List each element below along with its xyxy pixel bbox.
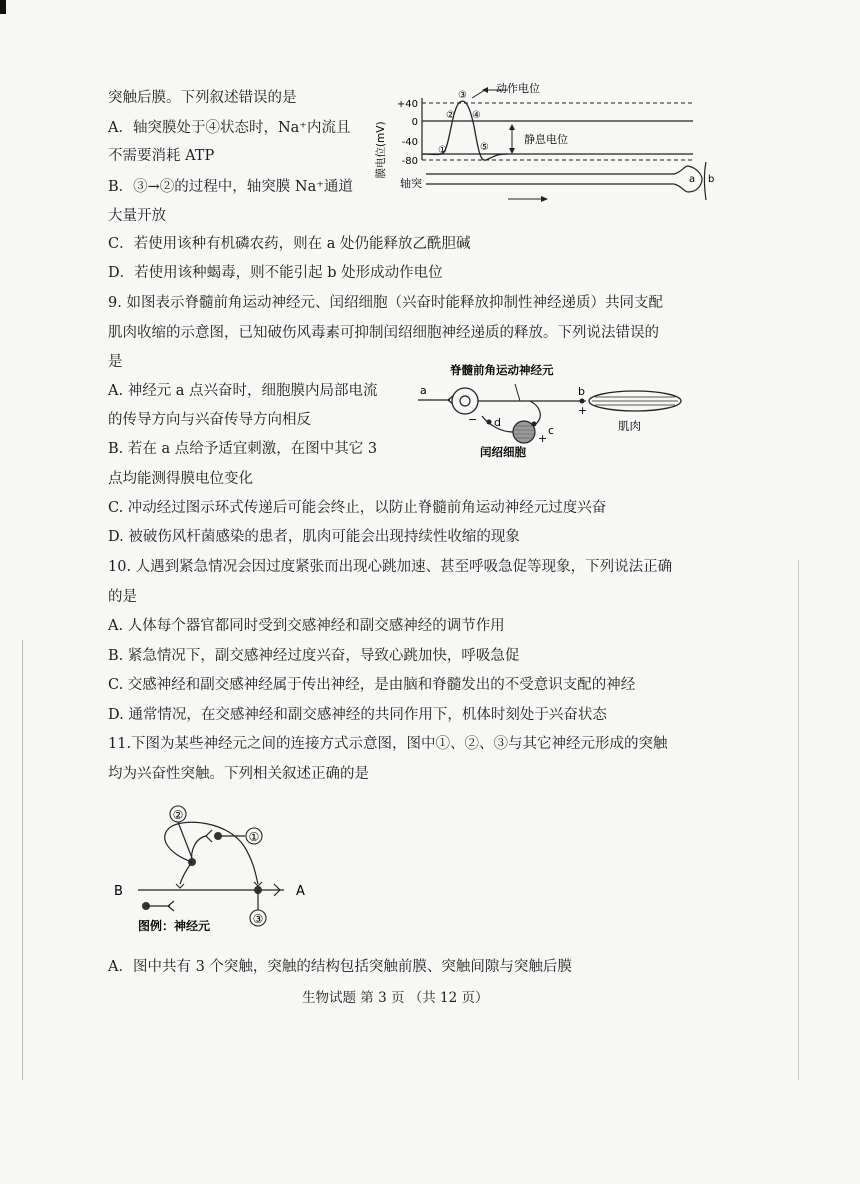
q8-y-axis-label: 膜电位(mV) — [375, 121, 387, 179]
q8-end-a: a — [689, 174, 696, 185]
q9-collateral — [530, 401, 540, 424]
q8-point-2: ② — [446, 110, 455, 121]
q8-axon-label: 轴突 — [400, 177, 422, 190]
q8-end-b: b — [708, 174, 715, 185]
q9-neuron-label: 脊髓前角运动神经元 — [450, 363, 554, 377]
q11-synapse-1 — [206, 830, 212, 842]
q10-stem-line1: 10. 人遇到紧急情况会因过度紧张而出现心跳加速、甚至呼吸急促等现象，下列说法正确 — [108, 559, 673, 575]
q9-muscle-striations — [592, 397, 678, 405]
q11-neuron1-to-2 — [192, 836, 206, 862]
q8-point-3: ③ — [458, 90, 467, 101]
q11-label-B: B — [114, 884, 123, 899]
q8-ap-arrowhead — [482, 87, 488, 93]
margin-line — [798, 560, 799, 1080]
q8-rest-arrow-up — [509, 124, 515, 130]
q8-tick-0: 0 — [411, 117, 418, 128]
q8-tick-plus40: +40 — [396, 99, 418, 110]
q11-label-1: ① — [248, 830, 260, 844]
q9-point-b: b — [578, 385, 585, 398]
q8-postsynaptic-membrane — [705, 162, 707, 200]
q9-motor-neuron-body — [452, 388, 478, 414]
q11-neuron2-pointer — [178, 822, 192, 858]
q8-option-d: D．若使用该种蝎毒，则不能引起 b 处形成动作电位 — [108, 265, 443, 281]
q11-option-a: A．图中共有 3 个突触，突触的结构包括突触前膜、突触间隙与突触后膜 — [108, 959, 572, 975]
q8-option-a-line1: A．轴突膜处于④状态时，Na⁺内流且 — [108, 120, 351, 136]
q8-option-c: C．若使用该种有机磷农药，则在 a 处仍能释放乙酰胆碱 — [108, 236, 471, 252]
binding-line — [22, 640, 23, 1080]
q8-option-b-line2: 大量开放 — [108, 208, 166, 224]
q11-stem-line1: 11.下图为某些神经元之间的连接方式示意图，图中①、②、③与其它神经元形成的突触 — [108, 736, 668, 752]
q11-legend-synapse — [168, 901, 174, 911]
q11-synapse-2 — [176, 884, 184, 888]
q11-label-A: A — [296, 884, 305, 899]
q9-neuron-figure — [410, 360, 710, 464]
q8-action-potential-figure — [368, 78, 718, 210]
q9-minus-d: − — [468, 413, 478, 426]
q8-option-b-line1: B．③→②的过程中，轴突膜 Na⁺通道 — [108, 179, 353, 195]
q11-legend-label: 图例：神经元 — [138, 919, 211, 933]
q9-stem-line3: 是 — [108, 354, 123, 370]
q9-stem-line1: 9. 如图表示脊髓前角运动神经元、闰绍细胞（兴奋时能释放抑制性神经递质）共同支配 — [108, 295, 663, 311]
q9-point-d-dot — [487, 420, 492, 425]
q8-tick-minus40: -40 — [401, 137, 418, 148]
q8-point-1: ① — [438, 145, 447, 156]
scan-edge-mark — [0, 0, 6, 14]
q9-label-pointer — [515, 384, 520, 401]
q9-muscle-label: 肌肉 — [618, 419, 641, 433]
q11-neuron1-body — [214, 832, 222, 840]
q8-stem-tail: 突触后膜。下列叙述错误的是 — [108, 90, 297, 106]
q9-point-c: c — [548, 424, 555, 437]
q11-neuron2-to-main — [180, 862, 192, 884]
q9-point-c-dot — [532, 422, 537, 427]
q9-option-a-line1: A. 神经元 a 点兴奋时，细胞膜内局部电流 — [108, 383, 378, 399]
q8-rest-arrow-down — [509, 148, 515, 154]
q8-synapse-terminal — [674, 166, 702, 192]
q9-point-b-dot — [580, 399, 585, 404]
q9-point-d: d — [494, 416, 501, 429]
q9-plus-b: + — [578, 404, 588, 417]
q10-option-c: C. 交感神经和副交感神经属于传出神经，是由脑和脊髓发出的不受意识支配的神经 — [108, 677, 636, 693]
q9-option-c: C. 冲动经过图示环式传递后可能会终止，以防止脊髓前角运动神经元过度兴奋 — [108, 500, 607, 516]
q10-stem-line2: 的是 — [108, 589, 137, 605]
q11-stem-line2: 均为兴奋性突触。下列相关叙述正确的是 — [108, 766, 369, 782]
q8-rest-label: 静息电位 — [524, 133, 568, 146]
page-footer: 生物试题 第 3 页 （共 12 页） — [302, 990, 489, 1006]
q9-stem-line2: 肌肉收缩的示意图，已知破伤风毒素可抑制闰绍细胞神经递质的释放。下列说法错误的 — [108, 325, 659, 341]
q11-neuron-circuit-figure — [108, 800, 328, 940]
q9-option-b-line1: B. 若在 a 点给予适宜刺激，在图中其它 3 — [108, 441, 378, 457]
q11-label-3: ③ — [252, 912, 264, 926]
q11-label-2: ② — [172, 808, 184, 822]
q9-option-a-line2: 的传导方向与兴奋传导方向相反 — [108, 412, 311, 428]
q11-loop — [165, 822, 258, 884]
q10-option-d: D. 通常情况，在交感神经和副交感神经的共同作用下，机体时刻处于兴奋状态 — [108, 707, 607, 723]
q8-action-label: 动作电位 — [496, 82, 540, 95]
q9-option-d: D. 被破伤风杆菌感染的患者，肌肉可能会出现持续性收缩的现象 — [108, 529, 520, 545]
q9-option-b-line2: 点均能测得膜电位变化 — [108, 471, 253, 487]
q8-point-4: ④ — [472, 110, 481, 121]
q9-cell-label: 闰绍细胞 — [480, 445, 526, 459]
q8-point-5: ⑤ — [480, 142, 489, 153]
q8-direction-arrowhead — [541, 196, 548, 202]
q9-point-a: a — [420, 384, 427, 397]
q8-option-a-line2: 不需要消耗 ATP — [108, 148, 215, 164]
q8-ap-curve — [422, 101, 508, 160]
q10-option-a: A. 人体每个器官都同时受到交感神经和副交感神经的调节作用 — [108, 618, 505, 634]
q10-option-b: B. 紧急情况下，副交感神经过度兴奋，导致心跳加快，呼吸急促 — [108, 648, 520, 664]
q8-tick-minus80: -80 — [401, 156, 418, 167]
q9-plus-c: + — [538, 432, 548, 445]
